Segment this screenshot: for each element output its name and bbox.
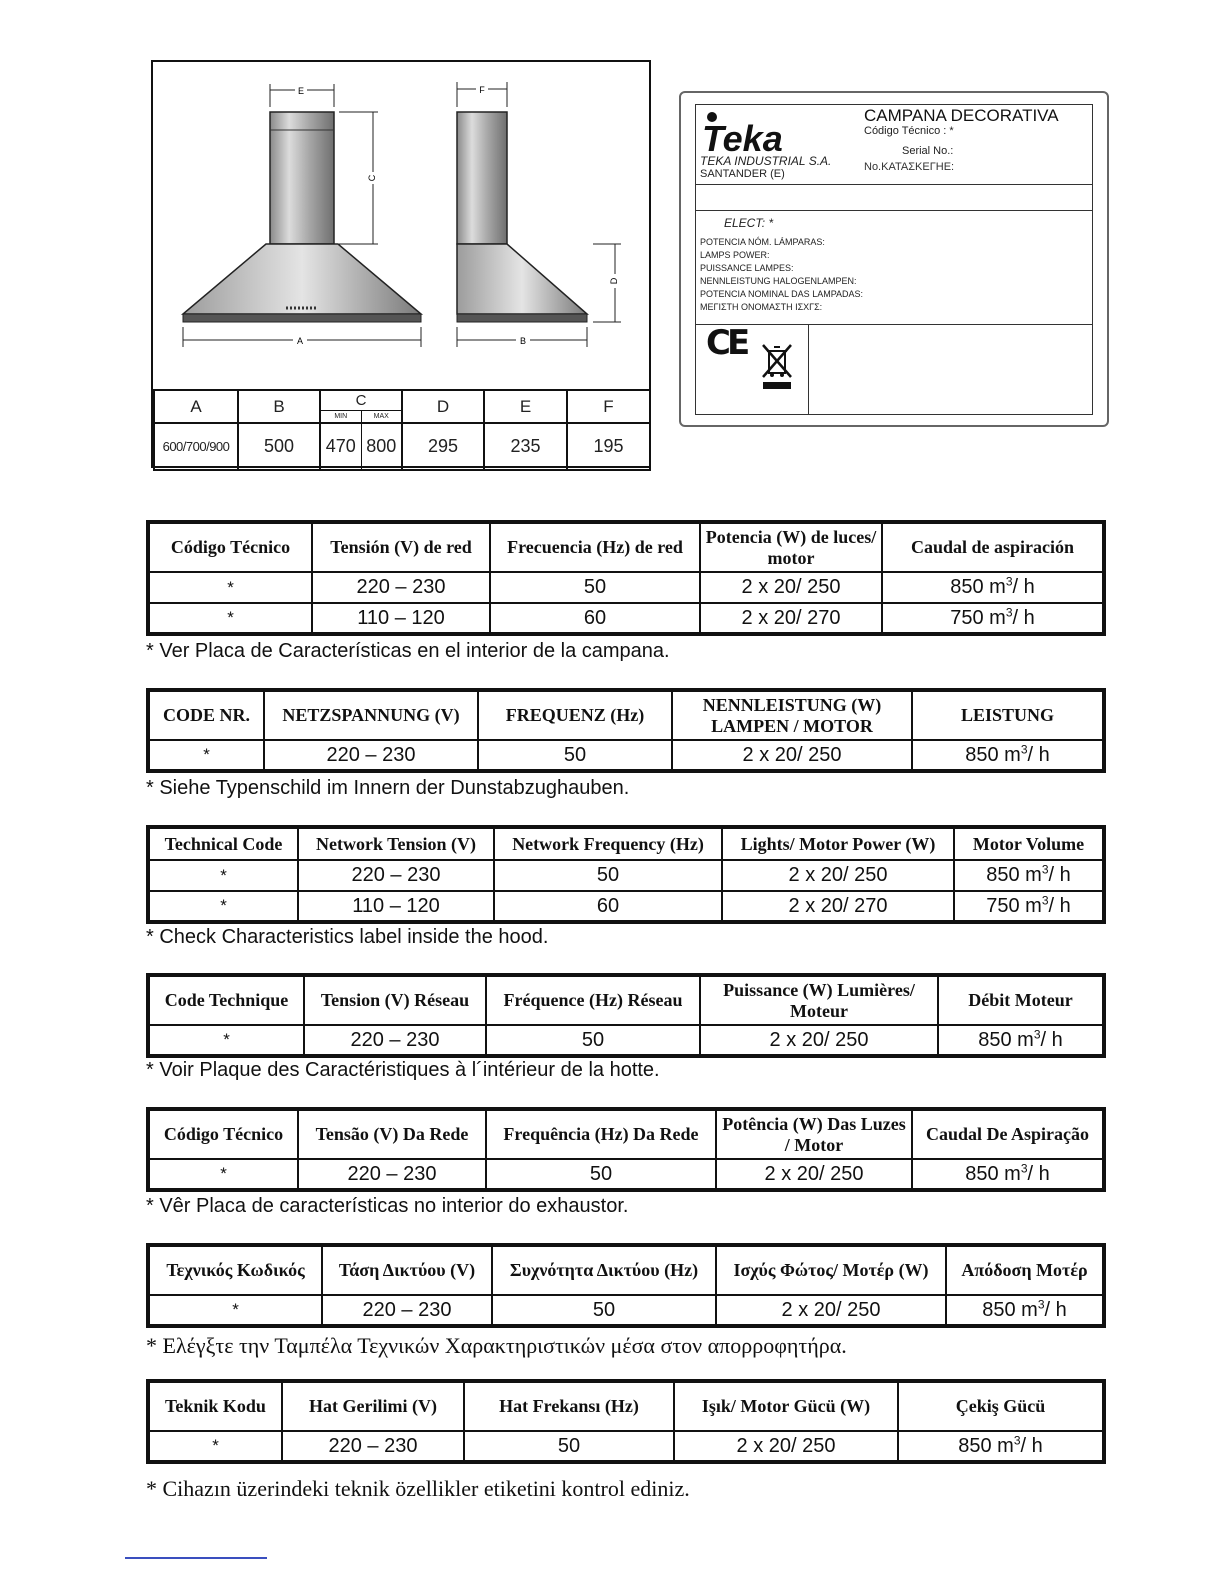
spec-cell-voltage: 220 – 230 [304, 1025, 486, 1056]
spec-row [148, 572, 1104, 603]
flow-unit: / h [1012, 576, 1035, 598]
spec-header: FREQUENZ (Hz) [478, 690, 672, 740]
plate-city: SANTANDER (E) [700, 168, 785, 180]
flow-exponent: 3 [1020, 741, 1028, 756]
dim-value-c-max: 800 [361, 424, 402, 469]
spec-cell-voltage: 110 – 120 [312, 603, 490, 634]
flow-value: 850 m [950, 576, 1006, 598]
plate-company: TEKA INDUSTRIAL S.A. [700, 154, 832, 168]
flow-unit: / h [1048, 894, 1071, 917]
spec-header: Lights/ Motor Power (W) [722, 827, 954, 860]
spec-note-de: * Siehe Typenschild im Innern der Dunstabzughauben. [146, 777, 630, 799]
spec-header: Frecuencia (Hz) de red [490, 522, 700, 572]
hood-front-view [183, 84, 421, 347]
spec-row [148, 891, 1104, 922]
plate-title: CAMPANA DECORATIVA [864, 106, 1059, 125]
plate-no: No.ΚΑΤΑΣΚΕΓΗΕ: [864, 161, 955, 173]
dim-value-c-min: 470 [325, 436, 356, 456]
flow-exponent: 3 [1041, 892, 1049, 907]
plate-lamp-line: POTENCIA NOMINAL DAS LAMPADAS: [700, 289, 864, 299]
plate-lamp-line: PUISSANCE LAMPES: [700, 263, 794, 273]
spec-cell-voltage: 220 – 230 [312, 572, 490, 603]
spec-header: Hat Gerilimi (V) [282, 1381, 464, 1431]
dim-f-label: F [479, 85, 485, 95]
dim-c-label: C [367, 174, 377, 182]
flow-unit: / h [1012, 606, 1035, 629]
spec-cell-frequency: 60 [494, 891, 722, 922]
flow-value: 850 m [978, 1028, 1034, 1051]
spec-cell-power: 2 x 20/ 270 [722, 891, 954, 922]
spec-note-fr: * Voir Plaque des Caractéristiques à l´intérieur de la hotte. [146, 1059, 660, 1081]
spec-cell-code: * [148, 1295, 322, 1326]
spec-cell-code: * [148, 891, 298, 922]
spec-table-pt [146, 1107, 1106, 1192]
spec-header: LEISTUNG [912, 690, 1104, 740]
dimension-drawing [151, 60, 651, 468]
plate-divider [696, 184, 1092, 185]
flow-exponent: 3 [1020, 1160, 1028, 1175]
hood-drawing [153, 62, 649, 389]
spec-cell-code: * [148, 1431, 282, 1462]
spec-cell-code: * [148, 740, 264, 771]
plate-lamp-line: LAMPS POWER: [700, 250, 770, 260]
spec-header: Motor Volume [954, 827, 1104, 860]
dim-value-f: 195 [567, 423, 650, 470]
logo-text: Teka [702, 118, 783, 157]
plate-lamp-line: POTENCIA NÓM. LÁMPARAS: [700, 237, 825, 247]
flow-unit: / h [1020, 1434, 1043, 1457]
spec-note-tr: * Cihazın üzerindeki teknik özellikler etiketini kontrol ediniz. [146, 1476, 690, 1501]
flow-exponent: 3 [1037, 1296, 1045, 1311]
spec-header: Código Técnico [148, 522, 312, 572]
flow-exponent: 3 [1033, 1026, 1041, 1041]
spec-cell-voltage: 220 – 230 [298, 1159, 486, 1190]
spec-header: Potência (W) Das Luzes / Motor [716, 1109, 912, 1159]
spec-cell-flow [954, 860, 1104, 891]
ce-mark-icon: CE [706, 323, 747, 363]
spec-cell-frequency: 50 [478, 740, 672, 771]
spec-cell-power: 2 x 20/ 250 [716, 1159, 912, 1190]
footer-rule [125, 1557, 267, 1559]
spec-row [148, 740, 1104, 771]
spec-cell-flow [912, 1159, 1104, 1190]
dim-header-c-min: MIN [334, 413, 348, 420]
spec-cell-power: 2 x 20/ 250 [674, 1431, 898, 1462]
spec-cell-frequency: 50 [494, 860, 722, 891]
flow-value: 750 m [986, 894, 1042, 917]
spec-header-row [148, 1381, 1104, 1431]
flow-unit: / h [1027, 743, 1050, 766]
plate-divider [696, 210, 1092, 211]
spec-cell-voltage: 220 – 230 [264, 740, 478, 771]
dim-value-a: 600/700/900 [154, 423, 238, 470]
spec-row [148, 1431, 1104, 1462]
spec-row [148, 1025, 1104, 1056]
spec-cell-flow [882, 603, 1104, 634]
hood-side-view [457, 82, 621, 347]
spec-cell-code: * [148, 1159, 298, 1190]
dim-header-b: B [238, 390, 320, 423]
flow-exponent: 3 [1041, 862, 1049, 877]
spec-cell-voltage: 110 – 120 [298, 891, 494, 922]
spec-header: Network Frequency (Hz) [494, 827, 722, 860]
spec-header: Τάση Δικτύου (V) [322, 1245, 492, 1295]
dim-a-label: A [296, 336, 304, 346]
plate-lamp-line: NENNLEISTUNG HALOGENLAMPEN: [700, 276, 857, 286]
spec-header: Ισχύς Φώτος/ Μοτέρ (W) [716, 1245, 946, 1295]
spec-cell-voltage: 220 – 230 [282, 1431, 464, 1462]
spec-header: Potencia (W) de luces/ motor [700, 522, 882, 572]
flow-unit: / h [1040, 1028, 1063, 1051]
weee-bin-icon [760, 343, 794, 396]
spec-cell-frequency: 60 [490, 603, 700, 634]
flow-exponent: 3 [1005, 574, 1013, 589]
spec-header: Caudal de aspiración [882, 522, 1104, 572]
flow-unit: / h [1044, 1298, 1067, 1321]
teka-logo [700, 109, 788, 157]
spec-header: Code Technique [148, 975, 304, 1025]
spec-cell-flow [882, 572, 1104, 603]
spec-cell-frequency: 50 [486, 1025, 700, 1056]
spec-note-el: * Ελέγξτε την Ταμπέλα Τεχνικών Χαρακτηριστικών μέσα στον απορροφητήρα. [146, 1333, 847, 1358]
spec-cell-voltage: 220 – 230 [298, 860, 494, 891]
spec-row [148, 1159, 1104, 1190]
dim-header-c [320, 390, 402, 423]
spec-header: Network Tension (V) [298, 827, 494, 860]
spec-cell-power: 2 x 20/ 250 [722, 860, 954, 891]
spec-cell-power: 2 x 20/ 270 [700, 603, 882, 634]
spec-header-row [148, 690, 1104, 740]
spec-header: Çekiş Gücü [898, 1381, 1104, 1431]
spec-table-el [146, 1243, 1106, 1328]
spec-header: Συχνότητα Δικτύου (Hz) [492, 1245, 716, 1295]
flow-value: 750 m [950, 606, 1006, 629]
spec-cell-flow [946, 1295, 1104, 1326]
spec-header: Teknik Kodu [148, 1381, 282, 1431]
spec-cell-frequency: 50 [492, 1295, 716, 1326]
flow-value: 850 m [958, 1434, 1014, 1457]
dim-header-d: D [402, 390, 484, 423]
spec-note-en: * Check Characteristics label inside the hood. [146, 926, 549, 948]
spec-table-en [146, 825, 1106, 924]
flow-unit: / h [1048, 864, 1071, 886]
spec-header-row [148, 1109, 1104, 1159]
dim-header-c-label: C [321, 391, 401, 411]
plate-lamp-line: ΜΕΓΙΣΤΗ ΟΝΟΜΑΣΤΗ ΙΣΧΓΣ: [700, 302, 823, 312]
dimension-header-row [154, 390, 650, 423]
spec-cell-power: 2 x 20/ 250 [672, 740, 912, 771]
dimension-table [153, 389, 651, 471]
spec-header-row [148, 522, 1104, 572]
spec-cell-code: * [148, 603, 312, 634]
spec-cell-flow [938, 1025, 1104, 1056]
spec-cell-flow [954, 891, 1104, 922]
plate-divider [696, 324, 1092, 325]
spec-header: NETZSPANNUNG (V) [264, 690, 478, 740]
plate-serial: Serial No.: [902, 145, 954, 157]
spec-header: Puissance (W) Lumières/ Moteur [700, 975, 938, 1025]
spec-header-row [148, 975, 1104, 1025]
spec-cell-frequency: 50 [490, 572, 700, 603]
spec-header: Τεχνικός Κωδικός [148, 1245, 322, 1295]
spec-row [148, 860, 1104, 891]
dim-value-e: 235 [484, 423, 567, 470]
rating-plate [679, 91, 1109, 427]
spec-cell-power: 2 x 20/ 250 [700, 1025, 938, 1056]
spec-table-tr [146, 1379, 1106, 1464]
dim-b-label: B [519, 336, 527, 346]
dimension-value-row [154, 423, 650, 470]
spec-header-row [148, 1245, 1104, 1295]
spec-header: Tensão (V) Da Rede [298, 1109, 486, 1159]
plate-code: Código Técnico : * [864, 125, 954, 137]
spec-note-es: * Ver Placa de Características en el interior de la campana. [146, 640, 670, 662]
spec-note-pt: * Vêr Placa de características no interior do exhaustor. [146, 1195, 629, 1217]
plate-divider [808, 325, 809, 415]
spec-row [148, 1295, 1104, 1326]
spec-header: Technical Code [148, 827, 298, 860]
spec-cell-code: * [148, 860, 298, 891]
spec-header: Tension (V) Réseau [304, 975, 486, 1025]
spec-header: Código Técnico [148, 1109, 298, 1159]
spec-cell-flow [912, 740, 1104, 771]
spec-table-de [146, 688, 1106, 773]
spec-cell-power: 2 x 20/ 250 [716, 1295, 946, 1326]
spec-row [148, 603, 1104, 634]
dim-value-d: 295 [402, 423, 484, 470]
spec-header: Απόδοση Μοτέρ [946, 1245, 1104, 1295]
dim-value-b: 500 [238, 423, 320, 470]
spec-cell-code: * [148, 1025, 304, 1056]
spec-header: Caudal De Aspiração [912, 1109, 1104, 1159]
flow-exponent: 3 [1005, 604, 1013, 619]
dim-header-f: F [567, 390, 650, 423]
spec-header: Fréquence (Hz) Réseau [486, 975, 700, 1025]
spec-cell-code: * [148, 572, 312, 603]
spec-cell-frequency: 50 [486, 1159, 716, 1190]
flow-value: 850 m [986, 864, 1042, 886]
flow-value: 850 m [965, 743, 1021, 766]
spec-header: CODE NR. [148, 690, 264, 740]
dim-d-label: D [609, 277, 619, 285]
spec-header: Işık/ Motor Gücü (W) [674, 1381, 898, 1431]
dim-e-label: E [297, 86, 305, 96]
spec-header: Débit Moteur [938, 975, 1104, 1025]
spec-table-es [146, 520, 1106, 636]
spec-header: Tensión (V) de red [312, 522, 490, 572]
spec-header: NENNLEISTUNG (W) LAMPEN / MOTOR [672, 690, 912, 740]
dim-header-a: A [154, 390, 238, 423]
spec-cell-frequency: 50 [464, 1431, 674, 1462]
spec-cell-voltage: 220 – 230 [322, 1295, 492, 1326]
dim-header-e: E [484, 390, 567, 423]
plate-lamp-lines [700, 236, 863, 314]
spec-cell-power: 2 x 20/ 250 [700, 572, 882, 603]
dim-header-c-max: MAX [361, 411, 402, 422]
spec-header: Frequência (Hz) Da Rede [486, 1109, 716, 1159]
flow-value: 850 m [982, 1298, 1038, 1321]
flow-value: 850 m [965, 1162, 1021, 1185]
spec-header-row [148, 827, 1104, 860]
flow-unit: / h [1027, 1162, 1050, 1185]
spec-header: Hat Frekansı (Hz) [464, 1381, 674, 1431]
plate-elect: ELECT: * [724, 216, 774, 230]
spec-cell-flow [898, 1431, 1104, 1462]
spec-table-fr [146, 973, 1106, 1058]
dim-value-c [320, 423, 402, 470]
flow-exponent: 3 [1013, 1432, 1021, 1447]
